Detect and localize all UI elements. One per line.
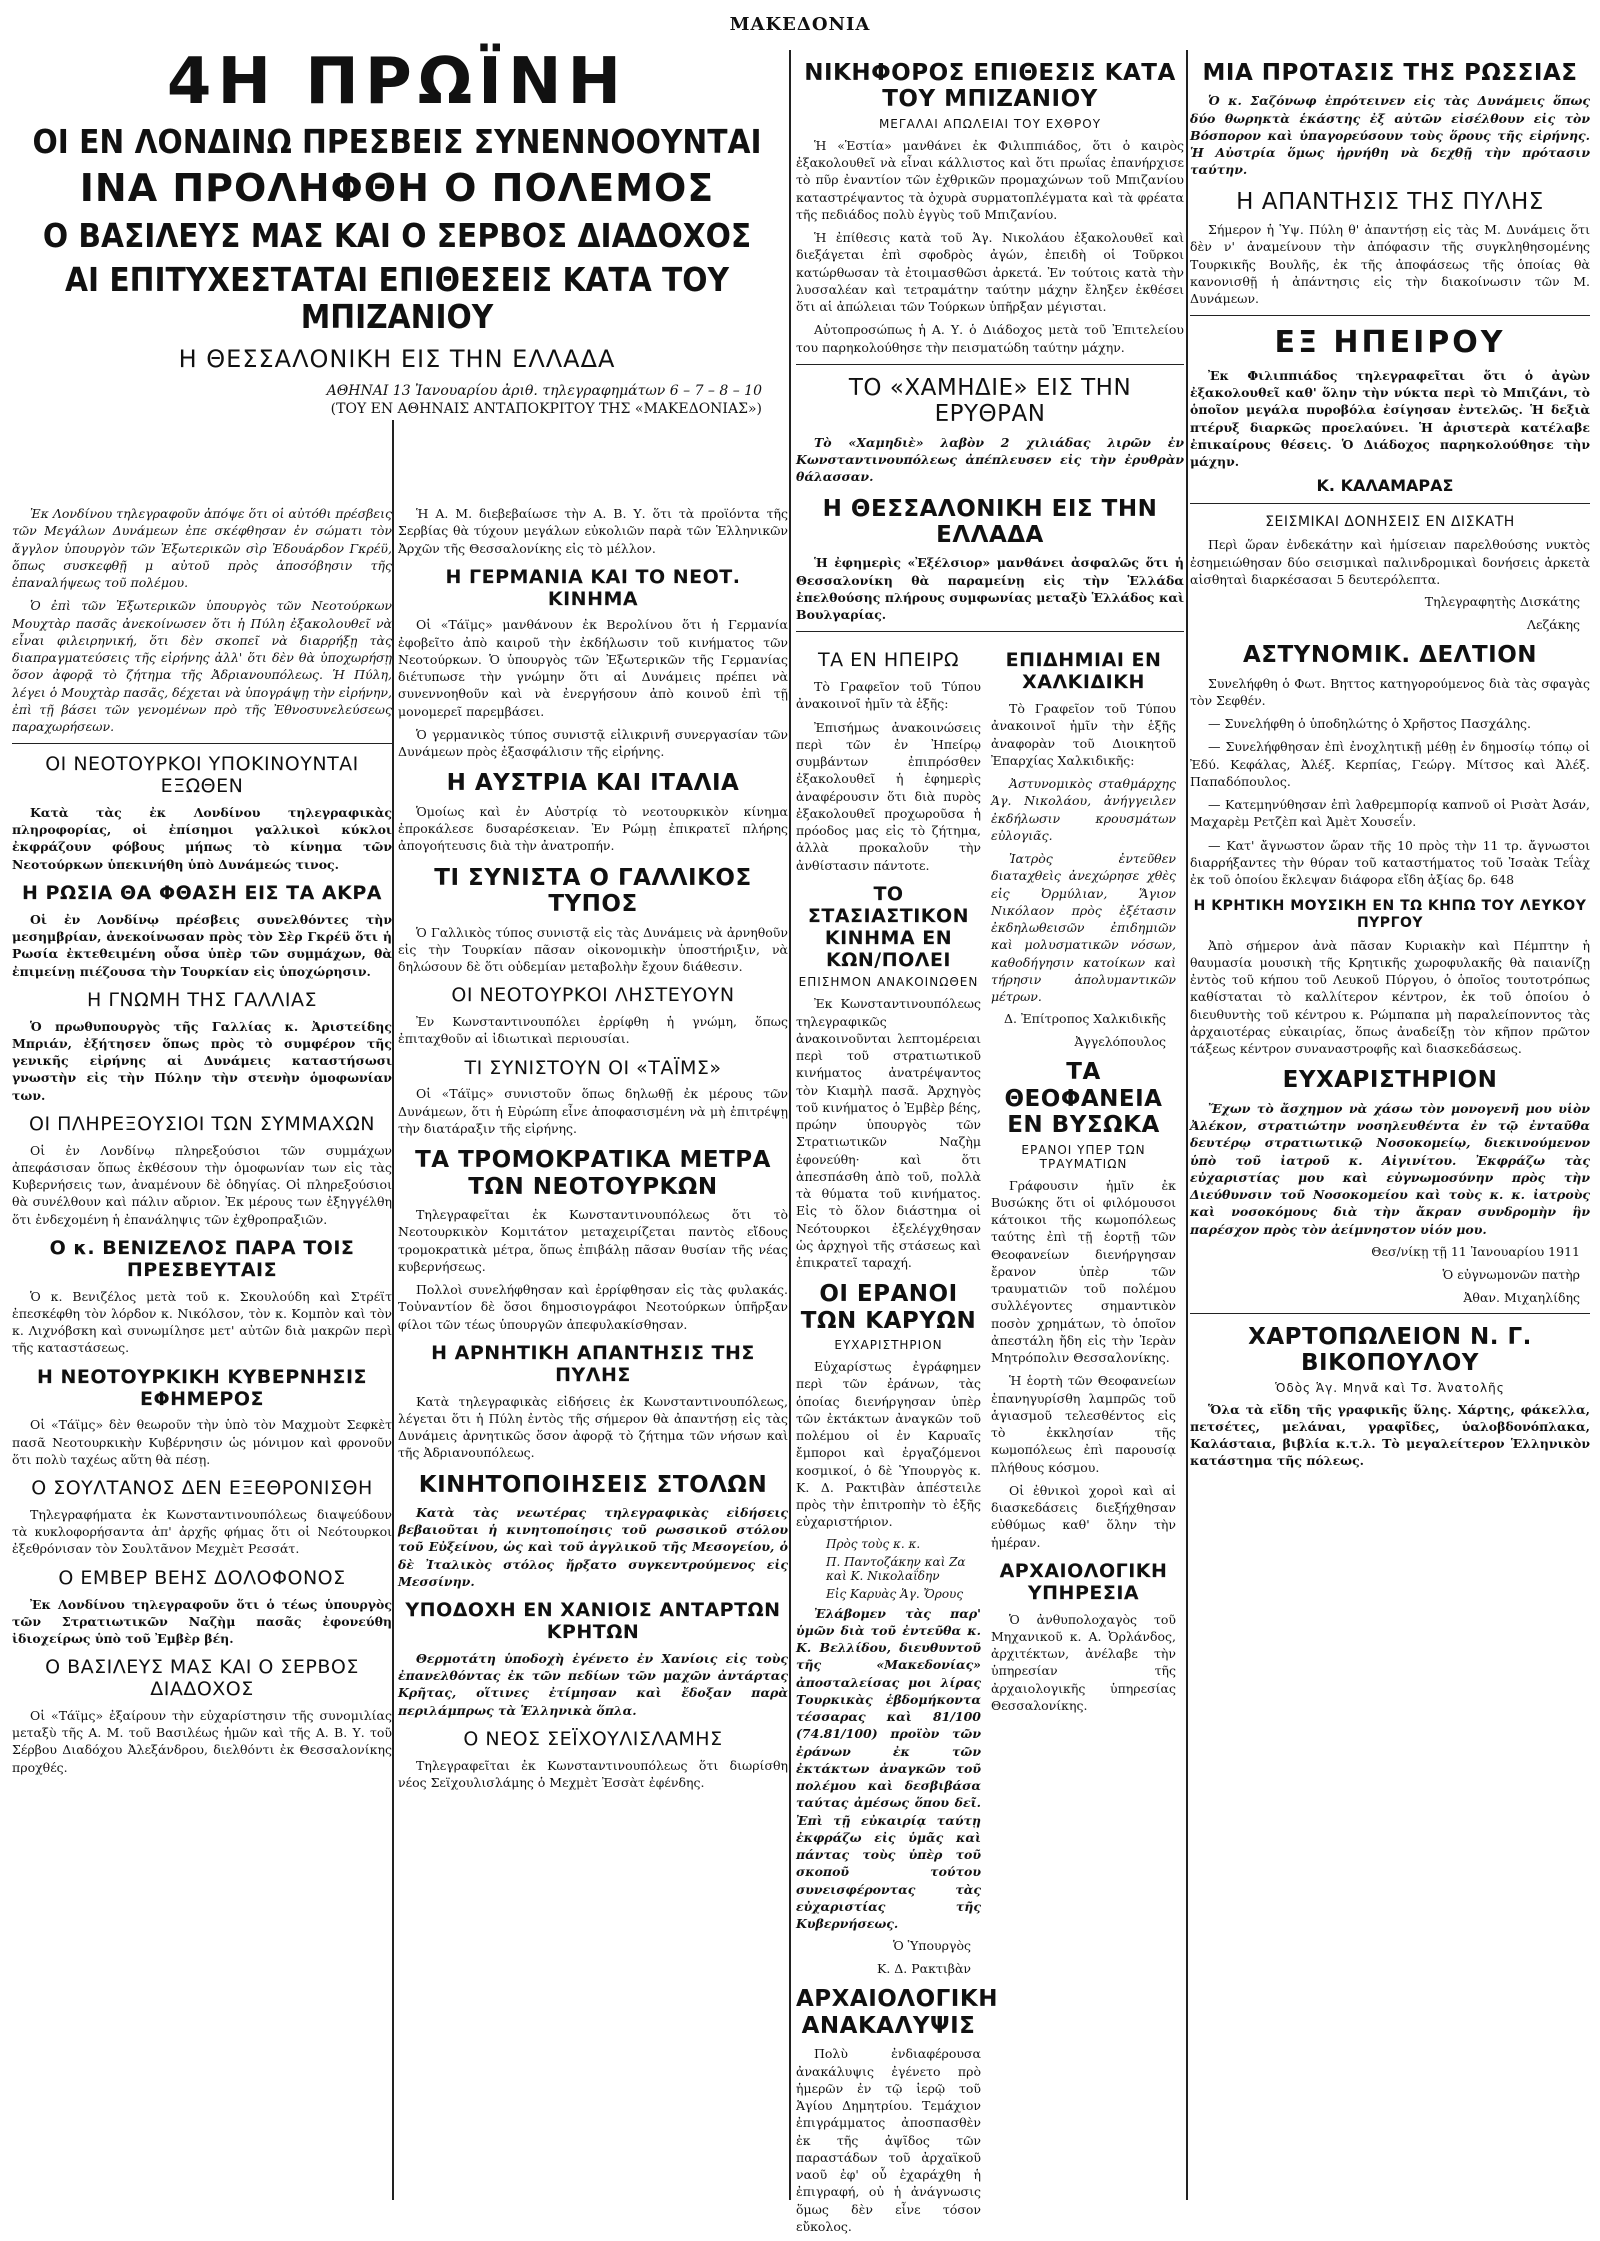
article-body: Πολὺ ἐνδιαφέρουσα ἀνακάλυψις ἐγένετο πρὸ ἡμερῶν ἐν τῷ ἱερῷ τοῦ Ἁγίου Δημητρίου. Τεμάχιον ἐπιγράμματος ἀποσπασθὲν ἐκ τῆς ἀψῖδος τῶν παραστάδων τοῦ ἀρχαϊκοῦ ναοῦ ἐφ' οὗ ἐχαράχθη ἡ ἐπιγραφή, οὐ ἡ ἀνάγνωσις ὅμως δὲν εἶνε τόσον εὔκολος.	[796, 2046, 981, 2234]
article-heading: ΑΣΤΥΝΟΜΙΚ. ΔΕΛΤΙΟΝ	[1242, 642, 1538, 669]
article-body: Ἡ Α. Μ. διεβεβαίωσε τὴν Α. Β. Υ. ὅτι τὰ προϊόντα τῆς Σερβίας θὰ τύχουν μεγάλων εὐκολιῶν παρὰ τῶν Ἑλληνικῶν Ἀρχῶν τῆς Θεσσαλονίκης εἰς τὸ μέλλον.	[398, 506, 788, 556]
article-heading: ΧΑΡΤΟΠΩΛΕΙΟΝ Ν. Γ. ΒΙΚΟΠΟΥΛΟΥ	[1248, 1323, 1532, 1377]
byline: (ΤΟΥ ΕΝ ΑΘΗΝΑΙΣ ΑΝΤΑΠΟΚΡΙΤΟΥ ΤΗΣ «ΜΑΚΕΔΟΝΙΑΣ»)	[330, 400, 762, 417]
section-rule	[1190, 315, 1590, 316]
letter-body: Ἐλάβομεν τὰς παρ' ὑμῶν διὰ τοῦ ἐντεῦθα κ. Κ. Βελλίδου, διευθυντοῦ τῆς «Μακεδονίας» ἀποσταλείσας μοι λίρας Τουρκικὰς ἑβδομήκοντα τέσσαρας καὶ 81/100 (74.81/100) προϊὸν τῶν ἐράνων ἐκ τῶν ἐκτάκτων ἀναγκῶν τοῦ πολέμου καὶ δεσβιβάσα ταύτας ἀμέσως ὅπου δεῖ. Ἐπὶ τῇ εὐκαιρίᾳ ταύτῃ ἐκφράζω εἰς ὑμᾶς καὶ πάντας τοὺς ὑπὲρ τοῦ σκοποῦ τούτου συνεισφέροντας τὰς εὐχαριστίας τῆς Κυβερνήσεως.	[796, 1605, 981, 1932]
article-body: Ἡ ἐπίθεσις κατὰ τοῦ Ἁγ. Νικολάου ἐξακολουθεῖ καὶ διεξάγεται ἐπὶ σφοδρὸς ἀγών, ἐπειδὴ οἱ Τοῦρκοι κατώρθωσαν τὰ ἐτοιμασθῶσι ἀρκετά. Ἐν τούτοις κατὰ τὴν λυσσαλέαν καὶ τετραμάτην ταύτην μάχην ἔληξεν ἐκθέσει ὅτι αἱ ἀπώλειαι τῶν Τούρκων ὑπῆρξαν μέγισται.	[796, 230, 1184, 315]
article-heading: Ο ΝΕΟΣ ΣΕΪΧΟΥΛΙΣΛΑΜΗΣ	[463, 1727, 723, 1750]
article-body: Οἱ «Τάϊμς» δὲν θεωροῦν τὴν ὑπὸ τὸν Μαχμοὺτ Σεφκὲτ πασᾶ Νεοτουρκικὴν Κυβέρνησιν ὡς μόνιμον καὶ φρονοῦν ὅτι πολὺ ταχέως αὕτη θὰ πέσῃ.	[12, 1417, 392, 1467]
article-heading: ΥΠΟΔΟΧΗ ΕΝ ΧΑΝΙΟΙΣ ΑΝΤΑΡΤΩΝ ΚΡΗΤΩΝ	[405, 1599, 781, 1644]
article-body: Οἱ «Τάϊμς» συνιστοῦν ὅπως δηλωθῇ ἐκ μέρους τῶν Δυνάμεων, ὅτι ἡ Εὐρώπη εἶνε ἀποφασισμένη νὰ μὴ ἐπιτρέψῃ τὴν διατάραξιν τῆς εἰρήνης.	[398, 1086, 788, 1136]
article-heading: ΕΠΙΔΗΜΙΑΙ ΕΝ ΧΑΛΚΙΔΙΚΗ	[1005, 649, 1162, 694]
article-body: Ὁ Γαλλικὸς τύπος συνιστᾷ εἰς τὰς Δυνάμεις νὰ ἀρνηθοῦν εἰς τὴν Τουρκίαν πᾶσαν οἰκονομικὴν ὑποστήριξιν, νὰ δηλώσουν δὲ ὅτι οὐδεμίαν μεταβολὴν ἔχουν διάθεσιν.	[398, 924, 788, 974]
article-body: Ἀστυνομικὸς σταθμάρχης Ἁγ. Νικολάου, ἀνήγγειλεν ἐκδήλωσιν κρουσμάτων εὐλογιᾶς.	[991, 776, 1176, 843]
headline-1: ΟΙ ΕΝ ΛΟΝΔΙΝΩ ΠΡΕΣΒΕΙΣ ΣΥΝΕΝΝΟΟΥΝΤΑΙ	[32, 122, 762, 161]
article-body: Θερμοτάτη ὑποδοχὴ ἐγένετο ἐν Χανίοις εἰς τοὺς ἐπανελθόντας ἐκ τῶν πεδίων τῶν μαχῶν ἀντάρτας Κρῆτας, οἵτινες ἐτίμησαν καὶ ἔδοξαν παρὰ περιλάμπρως τὰ Ἑλληνικὰ ὅπλα.	[398, 1650, 788, 1718]
article-heading: ΤΟ ΣΤΑΣΙΑΣΤΙΚΟΝ ΚΙΝΗΜΑ ΕΝ ΚΩΝ/ΠΟΛΕΙ	[807, 882, 970, 971]
article-body: Οἱ «Τάϊμς» ἐξαίρουν τὴν εὐχαρίστησιν τῆς συνομιλίας μεταξὺ τῆς Α. Μ. τοῦ Βασιλέως ἡμῶν καὶ τῆς Α. Β. Υ. τοῦ Σέρβου Διαδόχου Ἀλεξάνδρου, διελθόντι ἐκ Θεσσαλονίκης προχθές.	[12, 1707, 392, 1775]
edition-title: 4Η ΠΡΩΪΝΗ	[166, 45, 628, 119]
article-body: Τὸ Γραφεῖον τοῦ Τύπου ἀνακοινοῖ ἠμῖν τὰ ἑξῆς:	[796, 679, 981, 712]
column-divider	[1186, 50, 1188, 2200]
column-3	[796, 50, 1184, 2234]
article-heading: ΜΙΑ ΠΡΟΤΑΣΙΣ ΤΗΣ ΡΩΣΣΙΑΣ	[1202, 60, 1578, 86]
article-subheading: ΕΡΑΝΟΙ ΥΠΕΡ ΤΩΝ ΤΡΑΥΜΑΤΙΩΝ	[1021, 1142, 1146, 1171]
signature: Τηλεγραφητὴς Δισκάτης	[1424, 594, 1580, 610]
article-body: Οἱ ἐν Λονδίνῳ πρέσβεις συνελθόντες τὴν μεσημβρίαν, ἀνεκοίνωσαν πρὸς τὸν Σὲρ Γκρέϋ ὅτι ἡ Ρωσία ἐκτεθειμένη οὖσα ὑπὲρ τῶν συμμάχων, θὰ ἐπιμείνῃ πιέζουσα τὴν Τουρκίαν εἰς ὑποχώρησιν.	[12, 911, 392, 979]
article-body: Περὶ ὥραν ἐνδεκάτην καὶ ἡμίσειαν παρελθούσης νυκτὸς ἐσημειώθησαν δύο σεισμικαὶ παλινδρομικαὶ δονήσεις ἀρκετὰ αἰσθηταὶ διαρκέσασαι 5 δευτερόλεπτα.	[1190, 537, 1590, 587]
article-heading: ΤΑ ΤΡΟΜΟΚΡΑΤΙΚΑ ΜΕΤΡΑ ΤΩΝ ΝΕΟΤΟΥΡΚΩΝ	[415, 1147, 771, 1200]
signature: Ἀθαν. Μιχαηλίδης	[1463, 1289, 1580, 1305]
article-body: Ἡ ἐφημερὶς «Ἐξέλσιορ» μανθάνει ἀσφαλῶς ὅτι ἡ Θεσσαλονίκη θὰ παραμείνῃ εἰς τὴν Ἑλλάδα ἐπελθούσης πλήρους συμφωνίας μεταξὺ Ἑλλάδος καὶ Βουλγαρίας.	[796, 555, 1184, 623]
signature: Κ. ΚΑΛΑΜΑΡΑΣ	[1316, 476, 1454, 496]
article-body: — Συνελήφθησαν ἐπὶ ἐνοχλητικῇ μέθῃ ἐν δημοσίῳ τόπῳ οἱ Ἐδύ. Κεφάλας, Ἀλέξ. Κερπίας, Γεώργ. Μίτσος καὶ Ἀλέξ. Παπαδόπουλος.	[1190, 739, 1590, 789]
article-body: Κατὰ τηλεγραφικὰς εἰδήσεις ἐκ Κωνσταντινουπόλεως, λέγεται ὅτι ἡ Πύλη ἐντὸς τῆς σήμερον θὰ ἀπαντήσῃ εἰς τὰς Δυνάμεις ἀρνητικῶς ὅσον ἀφορᾷ τὸ ζήτημα τῶν νήσων καὶ τῆς Ἀδριανουπόλεως.	[398, 1393, 788, 1461]
signature: Ὁ εὐγνωμονῶν πατὴρ	[1442, 1266, 1580, 1282]
article-body: Γράφουσιν ἡμῖν ἐκ Βυσώκης ὅτι οἱ φιλόμουσοι κάτοικοι τῆς κωμοπόλεως ταύτης ἐπὶ τῇ ἑορτῇ τῶν Θεοφανείων διενήργησαν ἔρανον ὑπὲρ τῶν τραυματιῶν τοῦ πολέμου συλλέγοντες σημαντικὸν ποσὸν χρημάτων, τὸ ὁποῖον ἀπεστάλη ἤδη εἰς τὴν Ἱερὰν Μητρόπολιν Θεσσαλονίκης.	[991, 1177, 1176, 1366]
column-2	[398, 505, 788, 2205]
article-heading: ΟΙ ΠΛΗΡΕΞΟΥΣΙΟΙ ΤΩΝ ΣΥΜΜΑΧΩΝ	[29, 1112, 375, 1135]
article-body: Ὁμοίως καὶ ἐν Αὐστρίᾳ τὸ νεοτουρκικὸν κίνημα ἐπροκάλεσε δυσαρέσκειαν. Ἐν Ρώμῃ ἐπικρατεῖ πλήρης ἀπογοήτευσις διὰ τὴν ἀνατροπήν.	[398, 803, 788, 854]
article-body: Ἀπὸ σήμερον ἀνὰ πᾶσαν Κυριακὴν καὶ Πέμπτην ἡ θαυμασία μουσικὴ τῆς Κρητικῆς χωροφυλακῆς θὰ παιανίζῃ ἐντὸς τοῦ κήπου τοῦ Λευκοῦ Πύργου, ὁ ὁποῖος τουτοτρόπως καθίσταται τὸ καλλίτερον κέντρον, ἐκ τοῦ ὁποίου ὁ διευθυντὴς τοῦ κέντρου κ. Ρώμπαπα μὴ παραλείπονντος τὰς ἀρχαιοτέρας εὐκαιρίας, ὅπως ἀναδείξῃ τὸν κῆπον πρῶτον τάξεως κέντρον συναναστροφῆς καὶ διασκεδάσεως.	[1190, 937, 1590, 1057]
article-heading: ΟΙ ΕΡΑΝΟΙ ΤΩΝ ΚΑΡΥΩΝ	[800, 1281, 977, 1334]
article-subheading: ΜΕΓΑΛΑΙ ΑΠΩΛΕΙΑΙ ΤΟΥ ΕΧΘΡΟΥ	[878, 116, 1102, 131]
article-heading: ΝΙΚΗΦΟΡΟΣ ΕΠΙΘΕΣΙΣ ΚΑΤΑ ΤΟΥ ΜΠΙΖΑΝΙΟΥ	[804, 60, 1176, 113]
article-heading: Ο ΒΑΣΙΛΕΥΣ ΜΑΣ ΚΑΙ Ο ΣΕΡΒΟΣ ΔΙΑΔΟΧΟΣ	[45, 1656, 359, 1701]
article-heading: Η ΓΕΡΜΑΝΙΑ ΚΑΙ ΤΟ ΝΕΟΤ. ΚΙΝΗΜΑ	[445, 565, 741, 610]
article-heading: Ο κ. ΒΕΝΙΖΕΛΟΣ ΠΑΡΑ ΤΟΙΣ ΠΡΕΣΒΕΥΤΑΙΣ	[49, 1236, 355, 1281]
section-rule	[796, 364, 1184, 365]
column-4	[1190, 50, 1590, 2200]
article-heading: Ο ΣΟΥΛΤΑΝΟΣ ΔΕΝ ΕΞΕΘΡΟΝΙΣΘΗ	[31, 1477, 373, 1500]
article-body: Ἡ «Ἑστία» μανθάνει ἐκ Φιλιππιάδος, ὅτι ὁ καιρὸς ἐξακολουθεῖ νὰ εἶναι κάλλιστος καὶ ὅτι πρωΐας ἐπανήρχισε τὸ πῦρ ἐναντίον τῶν ἐχθρικῶν προμαχώνων τοῦ Μπιζανίου καταστρέψαντος τὰ ὀχυρὰ συρματοπλέγματα καὶ τὰ φρέατα τῆς πεδιάδος πολὺ ἐγγὺς τοῦ Μπιζανίου.	[796, 137, 1184, 222]
signature: Δ. Ἐπίτροπος Χαλκιδικῆς	[1004, 1011, 1166, 1027]
section-rule	[1190, 503, 1590, 504]
subcolumn-right	[991, 640, 1176, 2241]
article-heading: ΟΙ ΝΕΟΤΟΥΡΚΟΙ ΛΗΣΤΕΥΟΥΝ	[451, 984, 735, 1007]
article-heading: ΑΡΧΑΙΟΛΟΓΙΚΗ ΑΝΑΚΑΛΥΨΙΣ	[796, 1986, 998, 2039]
article-body: Ὅλα τὰ εἴδη τῆς γραφικῆς ὕλης. Χάρτης, φάκελλα, πετσέτες, μελάναι, γραφῖδες, ὑαλοβδονόπλακα, Καλάσταια, βιβλία κ.τ.λ. Τὸ μεγαλείτερον Ἑλληνικὸν κατάστημα τῆς πόλεως.	[1190, 1401, 1590, 1469]
column-divider	[392, 420, 394, 2200]
letter-address: Πρὸς τοὺς κ. κ.	[826, 1536, 921, 1551]
article-body: — Κατ' ἄγνωστον ὥραν τῆς 10 πρὸς τὴν 11 τρ. ἄγνωστοι διαρρήξαντες τὴν θύραν τοῦ καταστήματος τοῦ Ἰσαὰκ Τεΐὰχ ἐκ τοῦ ὁποίου ἔκλεψαν διάφορα εἴδη ἀξίας δρ. 648	[1190, 837, 1590, 888]
letter-address: Π. Παντοζάκην καὶ Ζα καὶ Κ. Νικολαΐδην	[826, 1554, 966, 1583]
article-body: Τὸ Γραφεῖον τοῦ Τύπου ἀνακοινοῖ ἠμῖν τὴν ἑξῆς ἀναφορὰν τοῦ Διοικητοῦ Ἐπαρχίας Χαλκιδικῆς:	[991, 701, 1176, 768]
article-heading: ΤΟ «ΧΑΜΗΔΙΕ» ΕΙΣ ΤΗΝ ΕΡΥΘΡΑΝ	[848, 374, 1132, 428]
article-heading: Ο ΕΜΒΕΡ ΒΕΗΣ ΔΟΛΟΦΟΝΟΣ	[58, 1566, 346, 1589]
masthead: ΜΑΚΕΔΟΝΙΑ	[729, 14, 871, 35]
article-body: Πολλοὶ συνελήφθησαν καὶ ἐρρίφθησαν εἰς τὰς φυλακάς. Τοὐναντίον δὲ ὅσοι δημοσιογράφοι Νεοτούρκων ὑπῆρξαν φίλοι τῶν τέως ὑπουργῶν ἀπεφυλακίσθησαν.	[398, 1282, 788, 1332]
article-body: Ὁ γερμανικὸς τύπος συνιστᾷ εἰλικρινῆ συνεργασίαν τῶν Δυνάμεων πρὸς ἐξασφάλισιν τῆς εἰρήνης.	[398, 726, 788, 760]
article-body: Αὐτοπροσώπως ἡ Α. Υ. ὁ Διάδοχος μετὰ τοῦ Ἐπιτελείου του παρηκολούθησε τὴν πεισματώδη ταύτην μάχην.	[796, 322, 1184, 355]
article-heading: ΕΞ ΗΠΕΙΡΟΥ	[1274, 325, 1506, 361]
article-subheading: ΕΠΙΣΗΜΟΝ ΑΝΑΚΟΙΝΩΘΕΝ	[798, 975, 979, 990]
article-body: Ὁ κ. Βενιζέλος μετὰ τοῦ κ. Σκουλούδη καὶ Στρέϊτ ἐπεσκέφθη τὸν λόρδον κ. Νικόλσον, τὸν κ. Κομπὸν καὶ τὸν κ. Λιχνόβσκη καὶ συνωμίλησε μετ' αὐτῶν διὰ μακρῶν περὶ τῆς καταστάσεως.	[12, 1288, 392, 1356]
dateline: ΑΘΗΝΑΙ 13 Ἰανουαρίου ἀριθ. τηλεγραφημάτων 6 – 7 – 8 – 10	[326, 382, 762, 399]
article-body: Ἐκ Κωνσταντινουπόλεως τηλεγραφικῶς ἀνακοινοῦνται λεπτομέρειαι περὶ τοῦ στρατιωτικοῦ κινήματος ἀνατρέψαντος τὸν Κιαμὴλ πασᾶ. Ἀρχηγὸς τοῦ κινήματος ὁ Ἐμβὲρ βέης, πρώην ὑπουργὸς τῶν Στρατιωτικῶν Ναζὴμ ἐφονεύθη· καὶ ὅτι ἀπεσπάσθη ἀπὸ τοῦ, πολλὰ τὰ θύματα τοῦ κινήματος. Εἰς τὸ ὅλον διάστημα οἱ Νεότουρκοι ἐξελέγχθησαν ὡς ἀρχηγοὶ τῆς στάσεως καὶ ἐπικρατεῖ ταραχή.	[796, 996, 981, 1271]
article-subheading: Ὁδὸς Ἁγ. Μηνᾶ καὶ Τσ. Ἀνατολῆς	[1275, 1380, 1505, 1395]
article-body: Οἱ «Τάϊμς» μανθάνουν ἐκ Βερολίνου ὅτι ἡ Γερμανία ἐφοβεῖτο ἀπὸ καιροῦ τὴν ἐκδήλωσιν τοῦ κινήματος τῶν Νεοτούρκων. Ὁ ὑπουργὸς τῶν Ἐξωτερικῶν τῆς Γερμανίας διέτυπωσε τὴν γνώμην ὅτι αἱ Δυνάμεις πρέπει νὰ συνεννοηθοῦν καὶ νὰ ἐνεργήσουν ἀπὸ κοινοῦ ἐπὶ τῇ μονομερεῖ παρεμβάσει.	[398, 617, 788, 719]
article-heading: Η ΑΥΣΤΡΙΑ ΚΑΙ ΙΤΑΛΙΑ	[446, 770, 740, 797]
headline-2: ΙΝΑ ΠΡΟΛΗΦΘΗ Ο ΠΟΛΕΜΟΣ	[79, 166, 715, 211]
article-body: Εὐχαρίστως ἐγράφημεν περὶ τῶν ἐράνων, τὰς ὁποίας διενήργησαν ὑπὲρ τῶν ἐκτάκτων ἀναγκῶν τοῦ πολέμου οἱ ἐν Καρυαῖς ἔμποροι καὶ ἐργαζόμενοι κοσμικοί, ὁ δὲ Ὑπουργὸς κ. Κ. Δ. Ρακτιβὰν ἀπέστειλε πρὸς τὴν ἐπιτροπὴν τὸ ἑξῆς εὐχαριστήριον.	[796, 1359, 981, 1530]
signature: Ὁ Ὑπουργὸς	[892, 1938, 971, 1954]
article-body: Ὁ ἀνθυπολοχαγὸς τοῦ Μηχανικοῦ κ. Α. Ὀρλάνδος, ἀρχιτέκτων, ἀνέλαβε τὴν ὑπηρεσίαν τῆς ἀρχαιολογικῆς ὑπηρεσίας Θεσσαλονίκης.	[991, 1611, 1176, 1713]
article-body: Σήμερον ἡ Ὑψ. Πύλη θ' ἀπαντήσῃ εἰς τὰς Μ. Δυνάμεις ὅτι δὲν ν' ἀναμείνουν τὴν ἀπόφασιν τῆς συγκληθησομένης Τουρκικῆς Βουλῆς, ἐκ τῆς ἀποφάσεως τῆς ὁποίας θὰ κανονισθῇ ἡ ἀπάντησις εἰς τὴν διακοίνωσιν τῶν Μ. Δυνάμεων.	[1190, 222, 1590, 307]
article-heading: Η ΘΕΣΣΑΛΟΝΙΚΗ ΕΙΣ ΤΗΝ ΕΛΛΑΔΑ	[822, 495, 1158, 548]
article-body: Ἐκ Λονδίνου τηλεγραφοῦν ὅτι ὁ τέως ὑπουργὸς τῶν Στρατιωτικῶν Ναζὴμ πασᾶς ἐφονεύθη ἰδιοχείρως ὑπὸ τοῦ Ἐμβὲρ βέη.	[12, 1596, 392, 1647]
column-divider	[789, 50, 791, 2200]
article-body: Ἐν Κωνσταντινουπόλει ἐρρίφθη ἡ γνώμη, ὅπως ἐπιταχθοῦν αἱ ἰδιωτικαὶ περιουσίαι.	[398, 1014, 788, 1047]
article-heading: ΤΙ ΣΥΝΙΣΤΟΥΝ ΟΙ «ΤΑΪΜΣ»	[464, 1056, 722, 1079]
section-rule	[1190, 1313, 1590, 1314]
article-body: Τηλεγραφήματα ἐκ Κωνσταντινουπόλεως διαψεύδουν τὰ κυκλοφορήσαντα ἀπ' ἀρχῆς φήμας ὅτι οἱ Νεότουρκοι ἐξεθρόνισαν τὸν Σουλτᾶνον Μεχμὲτ Ρεσσάτ.	[12, 1506, 392, 1557]
article-body: Κατὰ τὰς ἐκ Λονδίνου τηλεγραφικὰς πληροφορίας, οἱ ἐπίσημοι γαλλικοὶ κύκλοι ἐκφράζουν φόβους μήπως τὸ κίνημα τῶν Νεοτούρκων ὑπεκινήθη ὑπὸ Δυνάμεώς τινος.	[12, 804, 392, 872]
article-heading: Η ΓΝΩΜΗ ΤΗΣ ΓΑΛΛΙΑΣ	[87, 988, 317, 1011]
article-heading: ΤΙ ΣΥΝΙΣΤΑ Ο ΓΑΛΛΙΚΟΣ ΤΥΠΟΣ	[434, 864, 752, 918]
article-heading: ΤΑ ΘΕΟΦΑΝΕΙΑ ΕΝ ΒΥΣΩΚΑ	[1004, 1059, 1163, 1139]
lead-paragraph: Ὁ ἐπὶ τῶν Ἐξωτερικῶν ὑπουργὸς τῶν Νεοτούρκων Μουχτὰρ πασᾶς ἀνεκοίνωσεν ὅτι ἡ Πύλη ἐξακολουθεῖ νὰ εἶναι φιλειρηνική, ὅτι δὲν σκοπεῖ νὰ διαρρήξῃ τὰς διαπραγματεύσεις τῆς εἰρήνης ἀλλ' ὅτι δὲν θὰ ὑποχωρήσῃ ὅσον ἀφορᾷ τὸ ζήτημα τῆς Ἀδριανουπόλεως. Ἡ Πύλη, λέγει ὁ Μουχτὰρ πασᾶς, δέχεται νὰ ὑπογράψῃ τὴν εἰρήνην, ἐπὶ τῇ βάσει τῶν γενομένων πρὸ τῆς Ἐθνοσυνελεύσεως παραχωρήσεων.	[12, 598, 392, 734]
article-body: Οἱ ἐθνικοὶ χοροὶ καὶ αἱ διασκεδάσεις διεξήχθησαν εὐθύμως καθ' ὅλην τὴν ἡμέραν.	[991, 1482, 1176, 1550]
article-heading: ΚΙΝΗΤΟΠΟΙΗΣΕΙΣ ΣΤΟΛΩΝ	[418, 1471, 768, 1498]
article-body: Ἐκ Φιλιππιάδος τηλεγραφεῖται ὅτι ὁ ἀγὼν ἐξακολουθεῖ καθ' ὅλην τὴν νύκτα περὶ τὸ Μπιζάνι, τὸ ὁποῖον μεγάλα πυροβόλα ἐσίγησαν ἐντελῶς. Ἡ δεξιὰ πτέρυξ διαρκῶς προελαύνει. Ἡ ἀριστερὰ κατέλαβε ἐπικαίρους θέσεις. Ὁ Διάδοχος παρηκολούθησε τὴν μάχην.	[1190, 367, 1590, 470]
article-body: Ὁ πρωθυπουργὸς τῆς Γαλλίας κ. Ἀριστείδης Μπριάν, ἐξήτησεν ὅπως πρὸς τὸ συμφέρον τῆς γενικῆς εἰρήνης αἱ Δυνάμεις καταστήσωσι γνωστὴν εἰς τὴν Πύλην τὴν στενὴν ὁμοφωνίαν των.	[12, 1018, 392, 1103]
front-banner	[12, 45, 782, 417]
article-body: Τηλεγραφεῖται ἐκ Κωνσταντινουπόλεως ὅτι τὸ Νεοτουρκικὸν Κομιτάτον μεταχειρίζεται παντὸς εἴδους τρομοκρατικὰ μέτρα, ὅπως ἐπιβάλῃ πᾶσαν θυσίαν τῆς νέας κυβερνήσεως.	[398, 1207, 788, 1274]
article-heading: Η ΝΕΟΤΟΥΡΚΙΚΗ ΚΥΒΕΡΝΗΣΙΣ ΕΦΗΜΕΡΟΣ	[36, 1365, 368, 1410]
signature: Λεζάκης	[1526, 617, 1580, 633]
article-heading: ΣΕΙΣΜΙΚΑΙ ΔΟΝΗΣΕΙΣ ΕΝ ΔΙΣΚΑΤΗ	[1265, 514, 1515, 531]
article-body: Οἱ ἐν Λονδίνῳ πληρεξούσιοι τῶν συμμάχων ἀπεφάσισαν ὅπως ἐκθέσουν τὴν ὁμοφωνίαν των εἰς τὰς Κυβερνήσεις των, ἀναμένουν δὲ ὁδηγίας. Οἱ πληρεξούσιοι θὰ συνέλθουν καὶ πάλιν αὔριον. Ἐκ μέρους των ἐξηγγέλθη ὅτι ἐνδεχομένη ἡ ἐπανάληψις τῶν ἐχθροπραξιῶν.	[12, 1142, 392, 1227]
article-heading: Η ΑΠΑΝΤΗΣΙΣ ΤΗΣ ΠΥΛΗΣ	[1236, 188, 1544, 215]
signature: Θεσ/νίκῃ τῇ 11 Ἰανουαρίου 1911	[1371, 1243, 1580, 1259]
headline-4: ΑΙ ΕΠΙΤΥΧΕΣΤΑΤΑΙ ΕΠΙΘΕΣΕΙΣ ΚΑΤΑ ΤΟΥ ΜΠΙΖΑΝΙΟΥ	[64, 260, 729, 336]
signature: Κ. Δ. Ρακτιβὰν	[876, 1961, 971, 1977]
article-body: Ἐπισήμως ἀνακοινώσεις περὶ τῶν ἐν Ἠπείρῳ συμβάντων ἐπιπρόσθεν ἐξακολουθεῖ ἡ ἐφημερὶς ἀναφέρουσιν ὅτι διὰ πυρὸς ἐξακολουθεῖ προχωροῦσα ἡ πρόοδος μας εἰς τὸ ζήτημα, ἀλλὰ προκαλοῦν τὴν ἀνθίστασιν πάντοτε.	[796, 719, 981, 873]
article-body: Ἔχων τὸ ἄσχημον νὰ χάσω τὸν μονογενῆ μου υἱὸν Ἀλέκον, στρατιώτην νοσηλευθέντα ἐν τῷ ἐνταῦθα δευτέρῳ στρατιωτικῷ Νοσοκομείῳ, διεκινούμενον ὑπὸ τοῦ ἰατροῦ κ. Αἰγινίτου. Ἐκφράζω τὰς εὐχαριστίας μου καὶ εὐγνωμοσύνην πρὸς τὴν Διεύθυνσιν τοῦ Νοσοκομείου καὶ τοὺς κ. κ. ἰατροὺς καὶ νοσοκόμους διὰ τὴν ἄκραν συνδρομὴν ἣν παρέσχον πρὸς τὸν ἀείμνηστον υἱόν μου.	[1190, 1100, 1590, 1237]
article-heading: Η ΑΡΝΗΤΙΚΗ ΑΠΑΝΤΗΣΙΣ ΤΗΣ ΠΥΛΗΣ	[431, 1341, 755, 1386]
article-body: Ἡ ἑορτὴ τῶν Θεοφανείων ἐπανηγυρίσθη λαμπρῶς τοῦ ἁγιασμοῦ τελεσθέντος εἰς τὸ ἐκκλησίαν τῆς κωμοπόλεως ἐπὶ παρουσίᾳ πλήθους κόσμου.	[991, 1373, 1176, 1475]
article-body: — Συνελήφθη ὁ ὑποδηλώτης ὁ Χρῆστος Πασχάλης.	[1208, 716, 1531, 732]
headline-5: Η ΘΕΣΣΑΛΟΝΙΚΗ ΕΙΣ ΤΗΝ ΕΛΛΑΔΑ	[178, 344, 616, 373]
article-body: Συνελήφθη ὁ Φωτ. Βηττος κατηγορούμενος διὰ τὰς σφαγὰς τὸν Σεφθέν.	[1190, 675, 1590, 708]
signature: Ἀγγελόπουλος	[1074, 1034, 1166, 1050]
article-heading: Η ΡΩΣΙΑ ΘΑ ΦΘΑΣΗ ΕΙΣ ΤΑ ΑΚΡΑ	[22, 881, 382, 904]
article-body: Ὁ κ. Σαζόνωφ ἐπρότεινεν εἰς τὰς Δυνάμεις ὅπως δύο θωρηκτὰ ἑκάστης ἐξ αὐτῶν εἰσέλθουν εἰς τὸν Βόσπορον καὶ ὑπαγορεύσουν τοὺς ὅρους τῆς εἰρήνης. Ἡ Αὐστρία ὅμως ἠρνήθη νὰ δεχθῇ τὴν πρότασιν ταύτην.	[1190, 93, 1590, 178]
letter-address: Εἰς Καρυὰς Ἁγ. Ὄρους	[826, 1586, 964, 1601]
article-heading: Η ΚΡΗΤΙΚΗ ΜΟΥΣΙΚΗ ΕΝ ΤΩ ΚΗΠΩ ΤΟΥ ΛΕΥΚΟΥ ΠΥΡΓΟΥ	[1193, 898, 1587, 931]
article-body: — Κατεμηνύθησαν ἐπὶ λαθρεμπορίᾳ καπνοῦ οἱ Ρισὰτ Ἀσάν, Μαχαρὲμ Ρετζὲπ καὶ Ἀμὲτ Χουσεΐν.	[1190, 797, 1590, 830]
article-heading: ΕΥΧΑΡΙΣΤΗΡΙΟΝ	[1282, 1067, 1498, 1094]
headline-3: Ο ΒΑΣΙΛΕΥΣ ΜΑΣ ΚΑΙ Ο ΣΕΡΒΟΣ ΔΙΑΔΟΧΟΣ	[42, 216, 752, 256]
article-body: Κατὰ τὰς νεωτέρας τηλεγραφικὰς εἰδήσεις βεβαιοῦται ἡ κινητοποίησις τοῦ ρωσσικοῦ στόλου τοῦ Εὐξείνου, ὡς καὶ τοῦ ἀγγλικοῦ τῆς Μεσογείου, ὁ δὲ Ἰταλικὸς στόλος ἤρξατο συγκεντρούμενος εἰς Μεσσίνην.	[398, 1504, 788, 1589]
article-heading: ΑΡΧΑΙΟΛΟΓΙΚΗ ΥΠΗΡΕΣΙΑ	[999, 1559, 1168, 1604]
article-body: Τηλεγραφεῖται ἐκ Κωνσταντινουπόλεως ὅτι διωρίσθη νέος Σεϊχουλισλάμης ὁ Μεχμὲτ Ἐσσὰτ ἐφένδης.	[398, 1757, 788, 1790]
article-heading: ΟΙ ΝΕΟΤΟΥΡΚΟΙ ΥΠΟΚΙΝΟΥΝΤΑΙ ΕΞΩΘΕΝ	[45, 753, 359, 798]
article-body: Τὸ «Χαμηδιὲ» λαβὸν 2 χιλιάδας λιρῶν ἐν Κωνσταντινουπόλεως ἀπέπλευσεν εἰς τὴν ἐρυθρὰν θάλασσαν.	[796, 434, 1184, 485]
subcolumn-left	[796, 640, 998, 2241]
article-heading: ΤΑ ΕΝ ΗΠΕΙΡΩ	[817, 649, 960, 672]
section-rule	[12, 743, 392, 744]
split-columns	[796, 640, 1184, 2241]
article-body: Ἰατρὸς ἐντεῦθεν διαταχθεὶς ἀνεχώρησε χθὲς εἰς Ὀρμύλιαν, Ἅγιον Νικόλαον πρὸς ἐξέτασιν ἐκδηλωθεισῶν ἐπιδημιῶν καὶ μολυσματικῶν νόσων, καθοδήγησιν κατοίκων καὶ τήρησιν ἀπολυμαντικῶν μέτρων.	[991, 851, 1176, 1005]
section-rule	[796, 631, 1184, 632]
column-1	[12, 505, 392, 2205]
lead-paragraph: Ἐκ Λονδίνου τηλεγραφοῦν ἀπόψε ὅτι οἱ αὐτόθι πρέσβεις τῶν Μεγάλων Δυνάμεων ἐπε σκέφθησαν ἐν σώματι τὸν ἄγγλον ὑπουργὸν τῶν Ἐξωτερικῶν σὶρ Ἐδουάρδον Γκρέϋ, ὅπως συσκεφθῇ μ αὐτοῦ πρὸς ἀποσόβησιν τῆς ἐπαναλήψεως τοῦ πολέμου.	[12, 506, 392, 590]
article-subheading: ΕΥΧΑΡΙΣΤΗΡΙΟΝ	[834, 1338, 943, 1353]
